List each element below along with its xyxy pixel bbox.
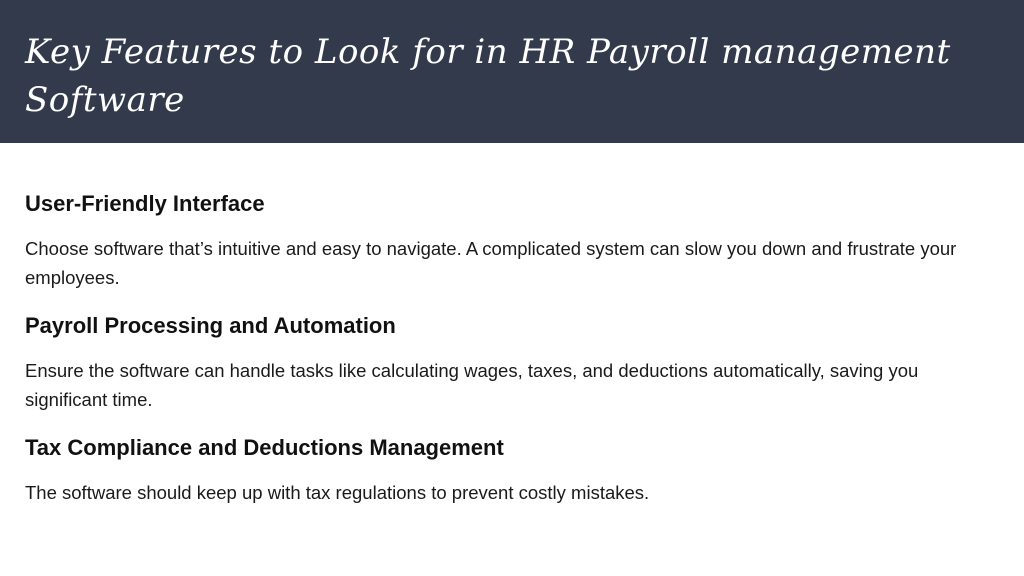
feature-tax-compliance [25,430,985,507]
feature-heading: Payroll Processing and Automation [25,313,396,338]
feature-description: Ensure the software can handle tasks like calculating wages, taxes, and deductions automatically, saving you significant time. [25,360,919,410]
feature-description: The software should keep up with tax regulations to prevent costly mistakes. [25,482,650,503]
feature-heading: User-Friendly Interface [25,191,265,216]
slide-title: Key Features to Look for in HR Payroll management Software [25,32,951,120]
slide-header [0,0,1024,143]
feature-description: Choose software that’s intuitive and easy to navigate. A complicated system can slow you down and frustrate your employees. [25,238,957,288]
feature-payroll-processing [25,308,985,414]
feature-user-friendly-interface [25,186,985,292]
feature-heading: Tax Compliance and Deductions Management [25,435,504,460]
slide-body [25,186,985,523]
